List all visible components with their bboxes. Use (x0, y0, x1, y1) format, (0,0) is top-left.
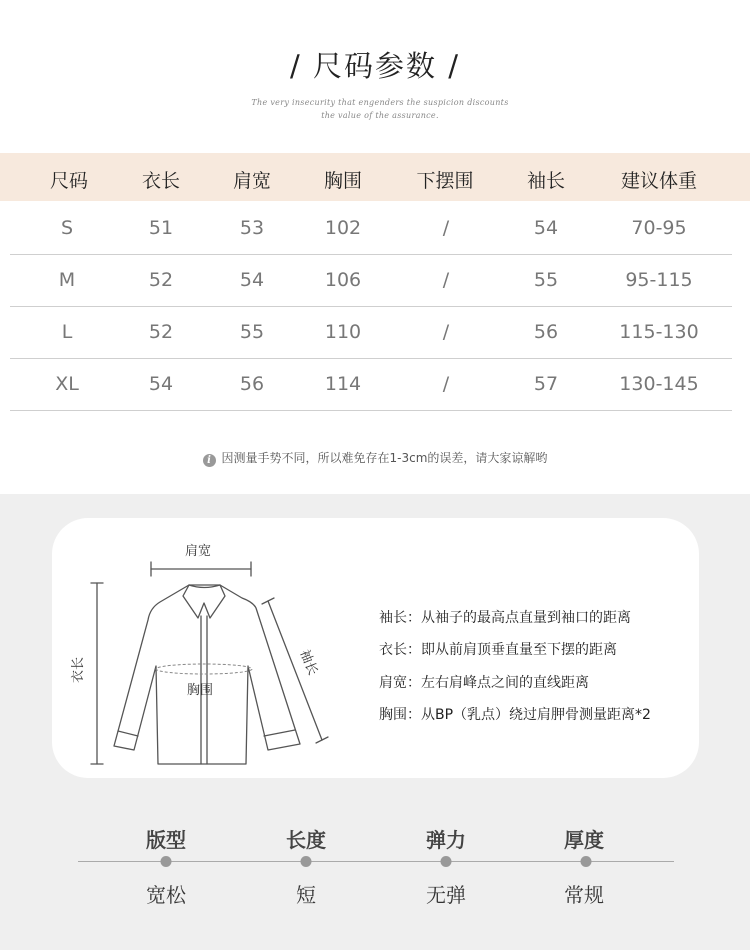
cell-sleeve: 55 (533, 269, 559, 291)
property-elasticity-value: 无弹 (426, 883, 466, 907)
cell-chest: 110 (324, 321, 362, 343)
cell-weight: 95-115 (625, 269, 693, 291)
chest-description: 胸围：从BP（乳点）绕过肩胛骨测量距离*2 (379, 707, 651, 723)
cell-weight: 70-95 (631, 217, 687, 239)
sleeve-description: 袖长：从袖子的最高点直量到袖口的距离 (379, 610, 631, 626)
cell-hem: / (442, 373, 450, 395)
sleeve-measure-tick (316, 737, 328, 743)
sleeve-label: 袖长 (296, 647, 321, 678)
header-sleeve: 袖长 (526, 170, 566, 192)
property-elasticity-label: 弹力 (426, 828, 466, 852)
header-length: 衣长 (141, 170, 181, 192)
cell-sleeve: 56 (533, 321, 559, 343)
cell-shoulder: 53 (239, 217, 265, 239)
info-icon: i (203, 454, 216, 467)
property-dot (581, 856, 592, 867)
property-dot (301, 856, 312, 867)
subtitle-line-2: the value of the assurance. (321, 111, 439, 120)
header-chest: 胸围 (323, 170, 363, 192)
cell-length: 52 (148, 269, 174, 291)
header-weight: 建议体重 (620, 170, 698, 192)
subtitle-line-1: The very insecurity that engenders the suspicion discounts (251, 98, 509, 107)
cell-sleeve: 57 (533, 373, 559, 395)
shoulder-label: 肩宽 (184, 544, 212, 559)
header-shoulder: 肩宽 (232, 170, 272, 192)
cell-sleeve: 54 (533, 217, 559, 239)
property-length-label: 长度 (286, 828, 326, 852)
chest-label: 胸围 (186, 683, 214, 698)
cell-hem: / (442, 217, 450, 239)
property-thickness-label: 厚度 (564, 828, 604, 852)
note-text: 因测量手势不同，所以难免存在1-3cm的误差，请大家谅解哟 (221, 451, 548, 465)
property-fit-label: 版型 (146, 828, 186, 852)
cell-hem: / (442, 321, 450, 343)
cell-length: 52 (148, 321, 174, 343)
cell-weight: 130-145 (619, 373, 699, 395)
table-row (0, 254, 750, 306)
cell-size: XL (55, 373, 79, 395)
length-label: 衣长 (71, 656, 86, 684)
cell-shoulder: 54 (239, 269, 265, 291)
cell-length: 54 (148, 373, 174, 395)
cell-length: 51 (148, 217, 174, 239)
page-subtitle (0, 96, 750, 122)
shirt-diagram (52, 518, 392, 778)
cell-chest: 106 (324, 269, 362, 291)
property-thickness-value: 常规 (564, 883, 604, 907)
cell-chest: 114 (324, 373, 362, 395)
property-dot (441, 856, 452, 867)
cell-size: L (61, 321, 73, 343)
cell-size: M (58, 269, 76, 291)
table-row (0, 306, 750, 358)
cell-size: S (60, 217, 74, 239)
property-dot (161, 856, 172, 867)
cell-shoulder: 56 (239, 373, 265, 395)
cell-chest: 102 (324, 217, 362, 239)
property-fit-value: 宽松 (146, 883, 186, 907)
table-row (0, 358, 750, 410)
length-description: 衣长：即从前肩顶垂直量至下摆的距离 (379, 642, 617, 658)
table-row (0, 202, 750, 254)
measurement-note (0, 449, 750, 467)
row-divider (10, 410, 732, 411)
property-length-value: 短 (296, 883, 316, 907)
header-size: 尺码 (49, 170, 89, 192)
header-hem: 下摆围 (416, 170, 474, 192)
cell-weight: 115-130 (619, 321, 699, 343)
cell-hem: / (442, 269, 450, 291)
page-title: / 尺码参数 / (290, 49, 460, 83)
size-table-header (0, 153, 750, 201)
sleeve-measure-tick (262, 598, 274, 604)
cell-shoulder: 55 (239, 321, 265, 343)
shoulder-description: 肩宽：左右肩峰点之间的直线距离 (379, 675, 589, 691)
